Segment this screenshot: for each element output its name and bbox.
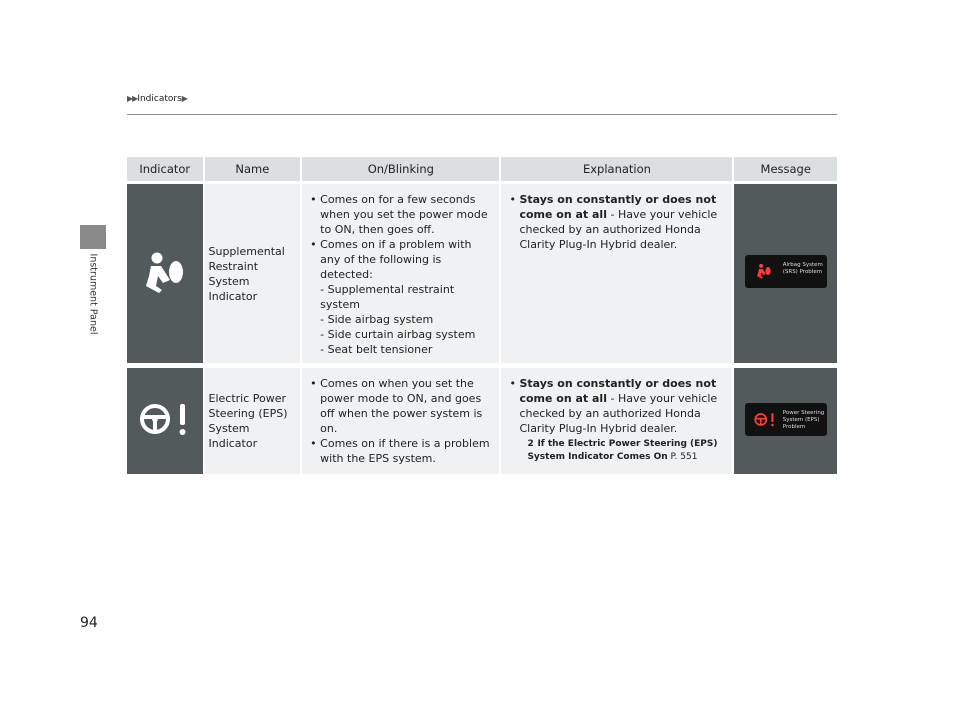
explanation-text: - Have your vehicle checked by an authorized Honda Clarity Plug-In Hybrid dealer. — [519, 208, 718, 251]
on-blinking-cell — [300, 184, 499, 368]
header-name: Name — [203, 157, 301, 184]
xref-page: P. 551 — [667, 452, 698, 462]
indicator-table — [127, 157, 837, 474]
eps-small-icon — [753, 411, 777, 428]
cross-reference-link[interactable] — [509, 438, 726, 464]
explanation-cell — [499, 184, 732, 368]
side-section-label: Instrument Panel — [87, 253, 99, 335]
message-cell — [732, 368, 837, 474]
message-display — [745, 403, 827, 436]
indicator-cell — [127, 184, 203, 368]
list-item: • Comes on for a few seconds when you set the power mode to ON, then goes off. — [310, 192, 493, 237]
sub-item: - Supplemental restraint system — [320, 283, 455, 311]
breadcrumb-arrows: ▶▶ — [127, 94, 138, 103]
message-display — [745, 255, 827, 288]
table-row — [127, 368, 837, 474]
header-explanation: Explanation — [499, 157, 732, 184]
xref-marker: 2 — [527, 439, 534, 449]
breadcrumb — [127, 94, 187, 104]
page-number: 94 — [80, 615, 98, 631]
section-tab — [80, 225, 106, 249]
airbag-small-icon — [753, 263, 775, 279]
eps-indicator-icon — [137, 399, 193, 439]
header-indicator: Indicator — [127, 157, 203, 184]
message-text: Power Steering System (EPS) Problem — [782, 409, 825, 430]
on-blinking-cell — [300, 368, 499, 474]
sub-item: - Side curtain airbag system — [320, 328, 476, 341]
list-item — [509, 192, 726, 252]
table-row — [127, 184, 837, 368]
sub-item: - Seat belt tensioner — [320, 343, 433, 356]
sub-item: - Side airbag system — [320, 313, 434, 326]
header-on-blinking: On/Blinking — [300, 157, 499, 184]
header-rule — [127, 114, 837, 115]
indicator-name: Electric Power Steering (EPS) System Indicator — [203, 368, 301, 474]
breadcrumb-end-arrow: ▶ — [181, 94, 187, 103]
xref-title: If the Electric Power Steering (EPS) System Indicator Comes On — [527, 439, 718, 462]
table-header-row — [127, 157, 837, 184]
header-message: Message — [732, 157, 837, 184]
airbag-indicator-icon — [140, 250, 190, 294]
indicator-cell — [127, 368, 203, 474]
message-cell — [732, 184, 837, 368]
list-item: • Comes on if there is a problem with the EPS system. — [310, 436, 493, 466]
breadcrumb-section[interactable]: Indicators — [137, 94, 182, 104]
indicator-name: Supplemental Restraint System Indicator — [203, 184, 301, 368]
explanation-text: - Have your vehicle checked by an authorized Honda Clarity Plug-In Hybrid dealer. — [519, 392, 718, 435]
explanation-condition: Stays on constantly or does not come on at all — [519, 377, 717, 405]
list-item: • Comes on when you set the power mode to ON, and goes off when the power system is on. — [310, 376, 493, 436]
explanation-condition: Stays on constantly or does not come on at all — [519, 193, 717, 221]
message-text: Airbag System (SRS) Problem — [782, 262, 823, 275]
list-item: • Comes on if a problem with any of the following is detected: - Supplemental restraint system - Side airbag system - Side curtain airbag system - Seat belt tensioner — [310, 237, 493, 357]
list-item — [509, 376, 726, 436]
explanation-cell — [499, 368, 732, 474]
